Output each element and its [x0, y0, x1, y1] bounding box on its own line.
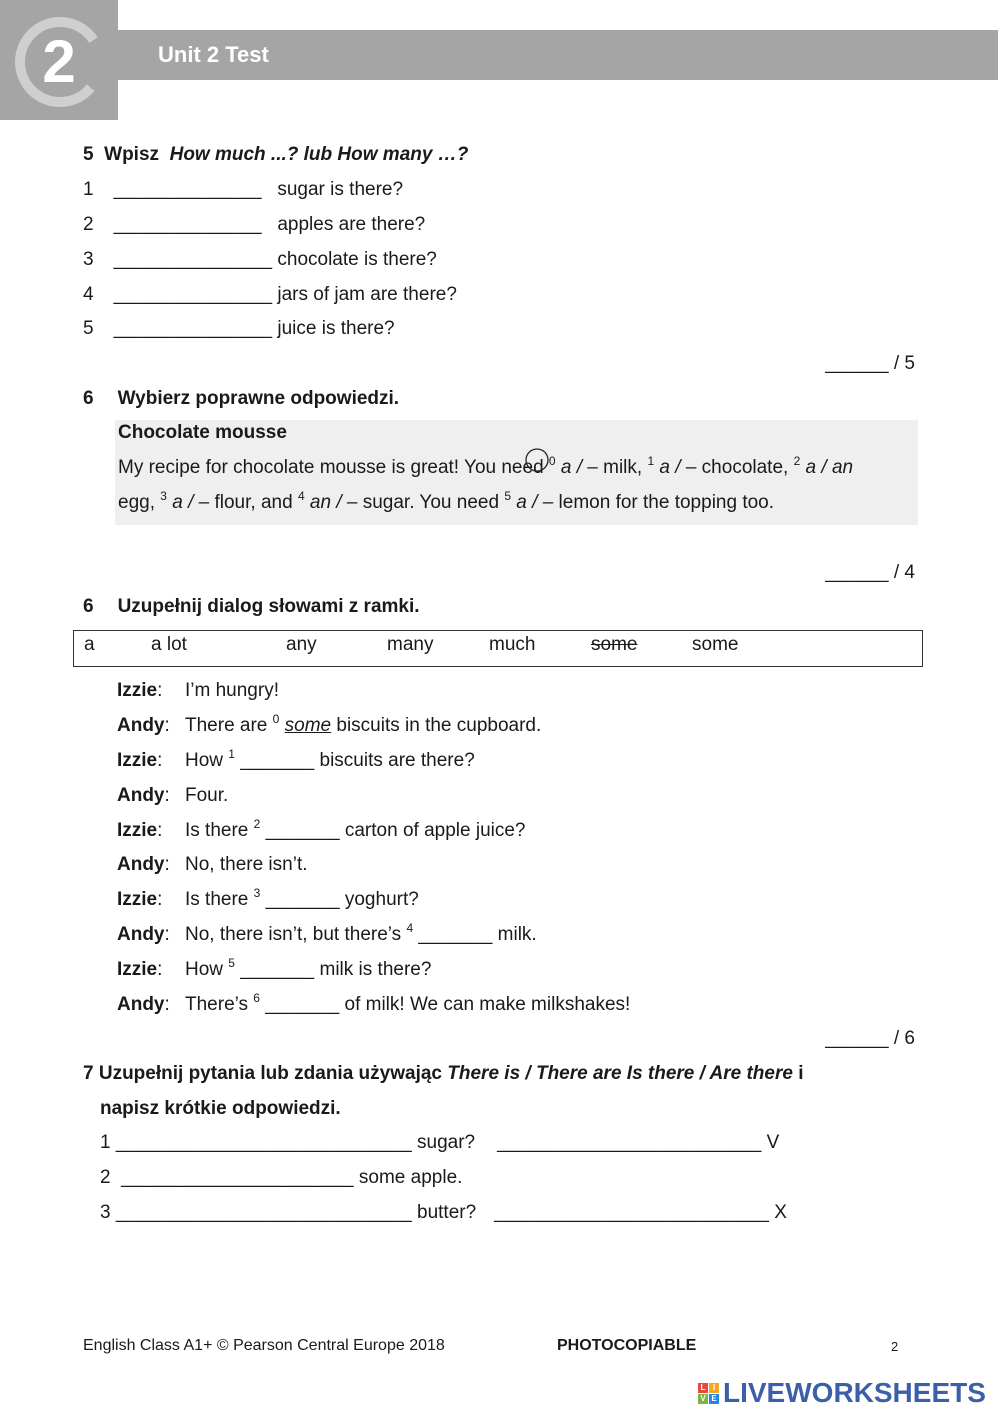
- reading-title: Chocolate mousse: [118, 422, 287, 443]
- ex6a-score: ______ / 4: [825, 562, 915, 583]
- ex5-heading: 5 Wpisz How much ...? lub How many …?: [83, 144, 469, 165]
- ex6b-score: ______ / 6: [825, 1028, 915, 1049]
- ex5-score: ______ / 5: [825, 353, 915, 374]
- example-answer: some: [284, 715, 332, 736]
- ex6b-heading: 6 Uzupełnij dialog słowami z ramki.: [83, 596, 420, 617]
- answer-blank[interactable]: _______________: [113, 284, 273, 305]
- footer-label: PHOTOCOPIABLE: [557, 1337, 697, 1354]
- ex6a-heading: 6 Wybierz poprawne odpowiedzi.: [83, 388, 400, 409]
- choice-3[interactable]: a / –: [166, 492, 210, 513]
- dialog-line: Four.: [185, 785, 229, 806]
- dialog-speaker: Andy:: [117, 785, 170, 806]
- short-answer-blank[interactable]: _________________________: [497, 1132, 762, 1153]
- word-item-used: some: [591, 634, 638, 655]
- word-item: a lot: [151, 634, 187, 655]
- answer-blank[interactable]: ____________________________: [115, 1132, 412, 1153]
- ex5-item-2: 2 ______________ apples are there?: [83, 214, 426, 235]
- dialog-speaker: Andy:: [117, 715, 170, 736]
- header-bar: [118, 30, 998, 80]
- dialog-speaker: Izzie:: [117, 959, 163, 980]
- dialog-speaker: Izzie:: [117, 889, 163, 910]
- ex7-item-2: 2 ______________________ some apple.: [100, 1167, 463, 1188]
- word-box: [73, 630, 923, 667]
- liveworksheets-logo[interactable]: [698, 1378, 986, 1408]
- liveworksheets-icon: L I V E: [698, 1383, 719, 1404]
- reading-box: [115, 420, 918, 525]
- ex5-item-5: 5 _______________ juice is there?: [83, 318, 395, 339]
- dialog-line[interactable]: How $^5$ _______ milk is there?: [185, 956, 432, 980]
- dialog-line[interactable]: No, there isn’t, but there’s $^4$ _______ milk.: [185, 921, 537, 945]
- dialog-line[interactable]: Is there $^2$ _______ carton of apple juice?: [185, 817, 526, 841]
- dialog-line: I’m hungry!: [185, 680, 279, 701]
- word-item: many: [387, 634, 434, 655]
- dialog-speaker: Andy:: [117, 854, 170, 875]
- dialog-speaker: Izzie:: [117, 680, 163, 701]
- choice-2[interactable]: a / an: [800, 457, 854, 478]
- dialog-line: No, there isn’t.: [185, 854, 308, 875]
- unit-badge: [0, 0, 118, 120]
- ex7-heading: 7 Uzupełnij pytania lub zdania używając There is / There are Is there / Are there i: [83, 1063, 804, 1084]
- short-answer-blank[interactable]: __________________________: [494, 1202, 769, 1223]
- footer-copyright: English Class A1+ © Pearson Central Europe 2018: [83, 1337, 445, 1354]
- ex7-item-1: 1 ____________________________ sugar? _________________________ V: [100, 1132, 780, 1153]
- answer-blank[interactable]: ______________: [113, 179, 262, 200]
- unit-number: 2: [42, 28, 76, 95]
- cross-mark: X: [774, 1202, 787, 1223]
- answer-blank[interactable]: ______________: [113, 214, 262, 235]
- dialog-speaker: Andy:: [117, 994, 170, 1015]
- reading-line-2: egg, $^3$ a / – flour, and $^4$ an / – sugar. You need $^5$ a / – lemon for the topping too.: [118, 489, 775, 513]
- answer-blank[interactable]: ______________________: [121, 1167, 354, 1188]
- reading-line-1: My recipe for chocolate mousse is great! You need $^0$ a / – milk, $^1$ a / – chocolate, $^2$ a / an: [118, 454, 854, 478]
- circle-mark-icon: [524, 447, 550, 473]
- choice-0[interactable]: a / –: [555, 457, 598, 478]
- ex7-item-3: 3 ____________________________ butter? __________________________ X: [100, 1202, 787, 1223]
- liveworksheets-text: LIVEWORKSHEETS: [723, 1377, 986, 1408]
- dialog-speaker: Izzie:: [117, 750, 163, 771]
- answer-blank[interactable]: ____________________________: [115, 1202, 412, 1223]
- answer-blank[interactable]: _______________: [113, 318, 273, 339]
- dialog-line[interactable]: Is there $^3$ _______ yoghurt?: [185, 886, 419, 910]
- ex5-item-4: 4 _______________ jars of jam are there?: [83, 284, 457, 305]
- dialog-speaker: Andy:: [117, 924, 170, 945]
- word-item: some: [692, 634, 739, 655]
- word-item: much: [489, 634, 536, 655]
- page-title: Unit 2 Test: [158, 42, 269, 67]
- choice-5[interactable]: a / –: [511, 492, 554, 513]
- choice-1[interactable]: a / –: [654, 457, 697, 478]
- dialog-line[interactable]: How $^1$ _______ biscuits are there?: [185, 747, 475, 771]
- ex7-heading-line2: napisz krótkie odpowiedzi.: [100, 1098, 341, 1119]
- dialog-speaker: Izzie:: [117, 820, 163, 841]
- check-mark: V: [766, 1132, 780, 1153]
- word-item: any: [286, 634, 317, 655]
- dialog-line[interactable]: There’s $^6$ _______ of milk! We can make milkshakes!: [185, 991, 631, 1015]
- ex5-item-1: 1 ______________ sugar is there?: [83, 179, 404, 200]
- word-item: a: [84, 634, 95, 655]
- answer-blank[interactable]: _______________: [113, 249, 273, 270]
- page-number: 2: [891, 1339, 899, 1354]
- ex5-item-3: 3 _______________ chocolate is there?: [83, 249, 437, 270]
- choice-4[interactable]: an / –: [304, 492, 358, 513]
- dialog-line: There are $^0$ some biscuits in the cupboard.: [185, 712, 542, 736]
